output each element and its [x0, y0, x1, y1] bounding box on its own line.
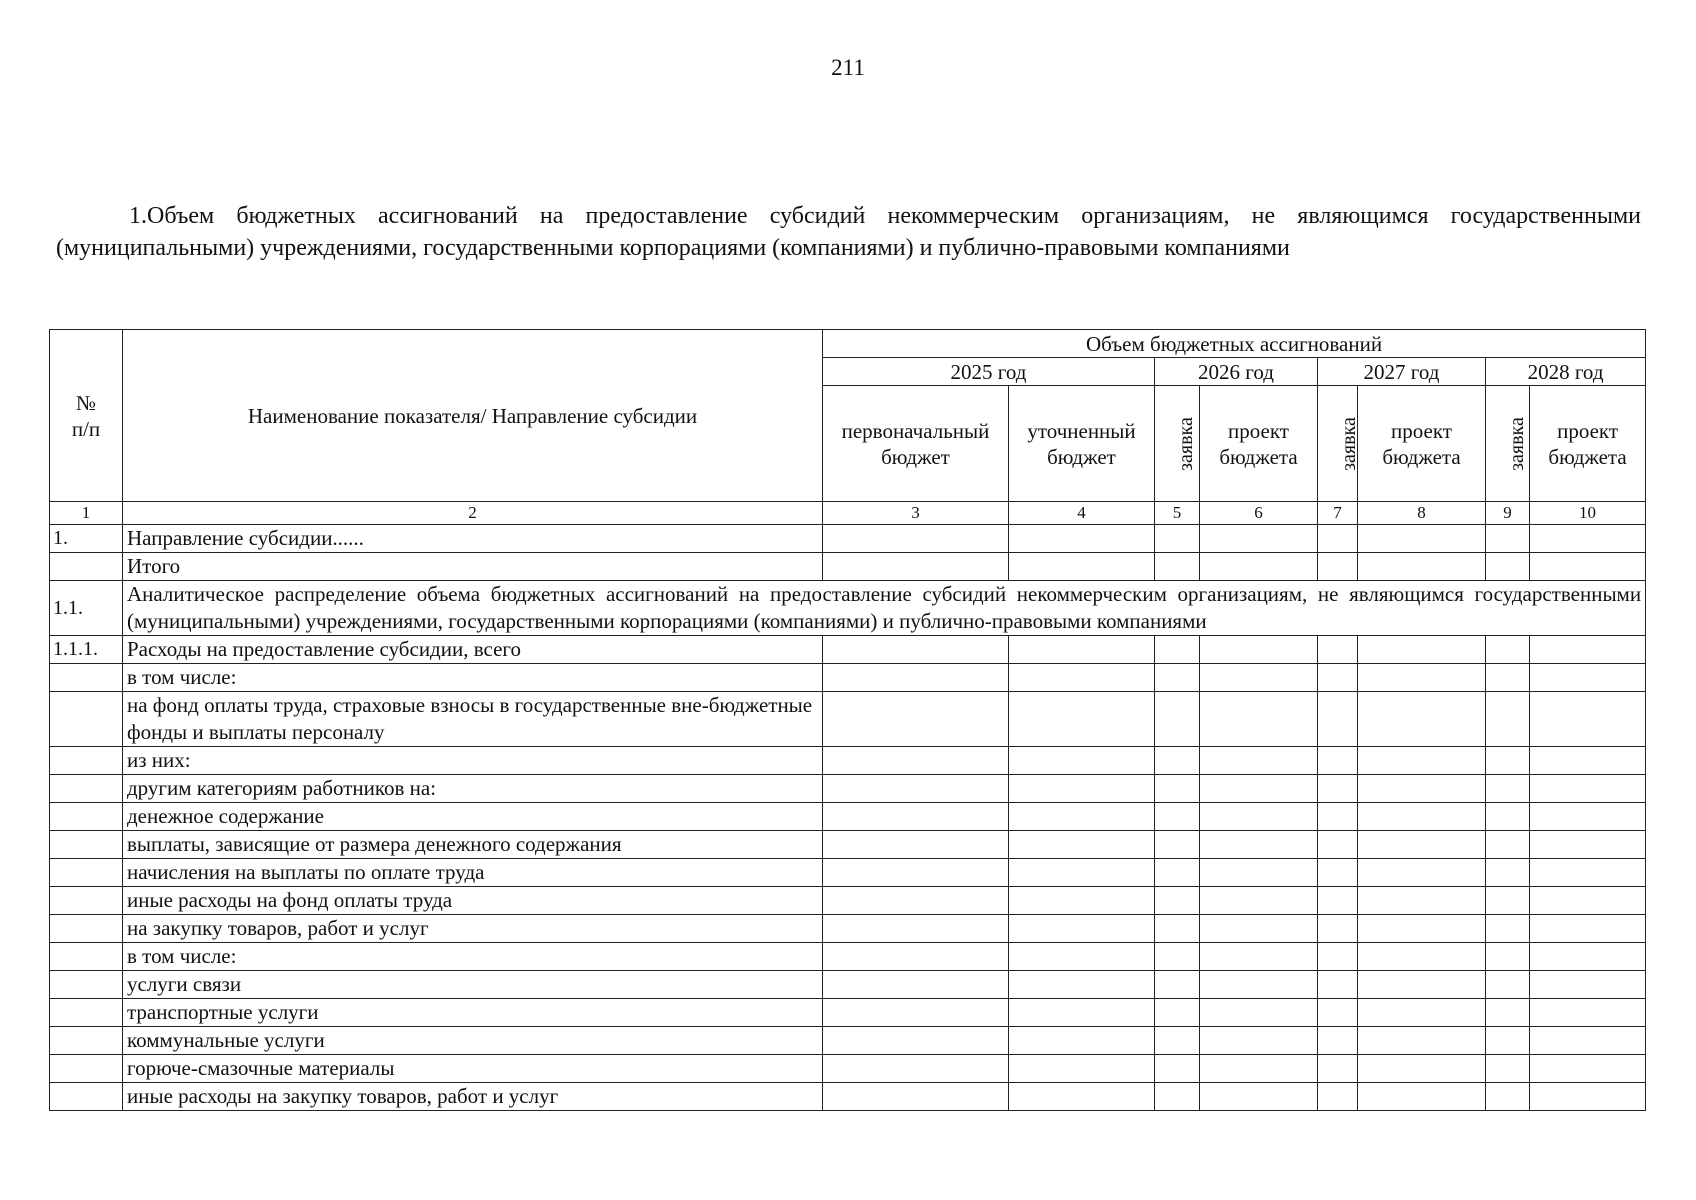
value-cell [1530, 636, 1646, 664]
value-cell [1009, 664, 1155, 692]
value-cell [1200, 999, 1318, 1027]
column-number: 8 [1358, 502, 1486, 525]
header-revised-budget: уточненный бюджет [1009, 386, 1155, 502]
row-number [50, 915, 123, 943]
value-cell [1530, 664, 1646, 692]
value-cell [1358, 1027, 1486, 1055]
value-cell [1318, 831, 1358, 859]
header-request-2027: заявка [1318, 386, 1358, 502]
row-number: 1. [50, 525, 123, 553]
value-cell [823, 971, 1009, 999]
value-cell [1318, 775, 1358, 803]
value-cell [1200, 664, 1318, 692]
value-cell [1530, 971, 1646, 999]
value-cell [1009, 803, 1155, 831]
value-cell [1009, 859, 1155, 887]
value-cell [1486, 915, 1530, 943]
table-row [50, 943, 1646, 971]
header-draft-2026: проект бюджета [1200, 386, 1318, 502]
value-cell [1358, 915, 1486, 943]
row-number [50, 803, 123, 831]
row-label: горюче-смазочные материалы [123, 1055, 823, 1083]
column-numbers-row [50, 502, 1646, 525]
value-cell [1358, 1083, 1486, 1111]
column-number: 10 [1530, 502, 1646, 525]
value-cell [1200, 553, 1318, 581]
table-row [50, 636, 1646, 664]
value-cell [1318, 692, 1358, 747]
row-label: на закупку товаров, работ и услуг [123, 915, 823, 943]
value-cell [1530, 747, 1646, 775]
row-number [50, 664, 123, 692]
value-cell [1486, 1055, 1530, 1083]
value-cell [1200, 1027, 1318, 1055]
value-cell [1486, 1083, 1530, 1111]
value-cell [1009, 1083, 1155, 1111]
header-budget-volume: Объем бюджетных ассигнований [823, 330, 1646, 358]
row-label: иные расходы на фонд оплаты труда [123, 887, 823, 915]
row-number: 1.1.1. [50, 636, 123, 664]
value-cell [1530, 553, 1646, 581]
value-cell [1358, 999, 1486, 1027]
value-cell [823, 915, 1009, 943]
value-cell [1200, 636, 1318, 664]
value-cell [1358, 1055, 1486, 1083]
value-cell [1200, 747, 1318, 775]
value-cell [1530, 1055, 1646, 1083]
page-number: 211 [831, 55, 865, 80]
table-row [50, 999, 1646, 1027]
row-label: иные расходы на закупку товаров, работ и услуг [123, 1083, 823, 1111]
table-row [50, 831, 1646, 859]
value-cell [1486, 692, 1530, 747]
column-number: 5 [1155, 502, 1200, 525]
table-row [50, 1027, 1646, 1055]
row-label: начисления на выплаты по оплате труда [123, 859, 823, 887]
value-cell [823, 1027, 1009, 1055]
value-cell [1155, 1027, 1200, 1055]
value-cell [1009, 636, 1155, 664]
row-number [50, 747, 123, 775]
value-cell [1200, 915, 1318, 943]
row-label: коммунальные услуги [123, 1027, 823, 1055]
section-heading: 1.Объем бюджетных ассигнований на предоставление субсидий некоммерческим организациям, не являющимся государственными (муниципальными) учреждениями, государственными корпорациями (компаниями) и публично-правовыми компаниями [56, 203, 1641, 261]
value-cell [1155, 1083, 1200, 1111]
value-cell [1358, 943, 1486, 971]
value-cell [1358, 664, 1486, 692]
value-cell [1200, 887, 1318, 915]
value-cell [1358, 831, 1486, 859]
value-cell [823, 525, 1009, 553]
header-year-2025: 2025 год [823, 358, 1155, 386]
value-cell [1009, 692, 1155, 747]
value-cell [1155, 775, 1200, 803]
row-label: из них: [123, 747, 823, 775]
table-row [50, 553, 1646, 581]
value-cell [1530, 525, 1646, 553]
header-initial-budget: первоначальный бюджет [823, 386, 1009, 502]
value-cell [1530, 803, 1646, 831]
column-number: 1 [50, 502, 123, 525]
value-cell [1358, 859, 1486, 887]
table-row [50, 1055, 1646, 1083]
value-cell [1200, 859, 1318, 887]
row-label: Аналитическое распределение объема бюджетных ассигнований на предоставление субсидий некоммерческим организациям, не являющимся государственными (муниципальными) учреждениями, государственными корпорациями (компаниями) и публично-правовыми компаниями [123, 581, 1646, 636]
value-cell [823, 692, 1009, 747]
table-row [50, 692, 1646, 747]
row-label: услуги связи [123, 971, 823, 999]
value-cell [1200, 692, 1318, 747]
value-cell [1200, 803, 1318, 831]
value-cell [1155, 1055, 1200, 1083]
row-label: денежное содержание [123, 803, 823, 831]
value-cell [1155, 664, 1200, 692]
value-cell [1009, 747, 1155, 775]
value-cell [1530, 999, 1646, 1027]
value-cell [1009, 525, 1155, 553]
column-number: 3 [823, 502, 1009, 525]
value-cell [823, 943, 1009, 971]
table-row [50, 747, 1646, 775]
value-cell [1486, 887, 1530, 915]
row-number [50, 971, 123, 999]
value-cell [1318, 636, 1358, 664]
header-draft-2028: проект бюджета [1530, 386, 1646, 502]
value-cell [1486, 1027, 1530, 1055]
value-cell [1009, 971, 1155, 999]
value-cell [1318, 859, 1358, 887]
value-cell [1318, 999, 1358, 1027]
value-cell [1486, 747, 1530, 775]
value-cell [1009, 831, 1155, 859]
row-label: транспортные услуги [123, 999, 823, 1027]
header-request-2028: заявка [1486, 386, 1530, 502]
value-cell [1358, 636, 1486, 664]
value-cell [1358, 525, 1486, 553]
value-cell [1318, 664, 1358, 692]
column-number: 9 [1486, 502, 1530, 525]
value-cell [1530, 831, 1646, 859]
value-cell [1486, 831, 1530, 859]
value-cell [1530, 692, 1646, 747]
value-cell [1486, 943, 1530, 971]
value-cell [1486, 664, 1530, 692]
value-cell [1486, 525, 1530, 553]
row-label: Расходы на предоставление субсидии, всего [123, 636, 823, 664]
budget-table [49, 329, 1646, 1111]
value-cell [823, 747, 1009, 775]
value-cell [823, 1083, 1009, 1111]
row-number: 1.1. [50, 581, 123, 636]
row-label: Направление субсидии...... [123, 525, 823, 553]
row-number [50, 831, 123, 859]
value-cell [1009, 775, 1155, 803]
value-cell [1009, 999, 1155, 1027]
value-cell [823, 1055, 1009, 1083]
value-cell [1200, 775, 1318, 803]
table-row [50, 915, 1646, 943]
row-number [50, 1055, 123, 1083]
value-cell [1486, 859, 1530, 887]
header-year-2026: 2026 год [1155, 358, 1318, 386]
value-cell [1318, 915, 1358, 943]
value-cell [1486, 775, 1530, 803]
value-cell [1358, 692, 1486, 747]
column-number: 7 [1318, 502, 1358, 525]
value-cell [1155, 915, 1200, 943]
value-cell [1200, 1083, 1318, 1111]
value-cell [1358, 803, 1486, 831]
value-cell [1530, 775, 1646, 803]
value-cell [823, 831, 1009, 859]
table-row [50, 581, 1646, 636]
column-number: 6 [1200, 502, 1318, 525]
value-cell [1155, 525, 1200, 553]
value-cell [823, 636, 1009, 664]
header-request-2026: заявка [1155, 386, 1200, 502]
value-cell [1200, 943, 1318, 971]
value-cell [1530, 859, 1646, 887]
value-cell [1155, 859, 1200, 887]
value-cell [1200, 971, 1318, 999]
header-name: Наименование показателя/ Направление субсидии [123, 330, 823, 502]
table-row [50, 887, 1646, 915]
value-cell [1155, 553, 1200, 581]
table-row [50, 525, 1646, 553]
value-cell [1486, 803, 1530, 831]
table-row [50, 859, 1646, 887]
value-cell [823, 887, 1009, 915]
table-row [50, 664, 1646, 692]
row-label: в том числе: [123, 943, 823, 971]
value-cell [1318, 887, 1358, 915]
value-cell [1530, 943, 1646, 971]
value-cell [1486, 553, 1530, 581]
value-cell [1200, 1055, 1318, 1083]
value-cell [823, 553, 1009, 581]
table-row [50, 971, 1646, 999]
row-number [50, 859, 123, 887]
value-cell [1155, 943, 1200, 971]
value-cell [1318, 1027, 1358, 1055]
value-cell [1009, 1027, 1155, 1055]
value-cell [1009, 943, 1155, 971]
header-year-2027: 2027 год [1318, 358, 1486, 386]
row-label: выплаты, зависящие от размера денежного содержания [123, 831, 823, 859]
value-cell [1200, 525, 1318, 553]
value-cell [1009, 1055, 1155, 1083]
value-cell [1318, 1055, 1358, 1083]
value-cell [1358, 887, 1486, 915]
value-cell [1530, 1027, 1646, 1055]
value-cell [1155, 747, 1200, 775]
row-number [50, 553, 123, 581]
table-body [50, 525, 1646, 1111]
value-cell [1358, 747, 1486, 775]
value-cell [1358, 553, 1486, 581]
value-cell [1009, 553, 1155, 581]
row-number [50, 692, 123, 747]
value-cell [1155, 887, 1200, 915]
value-cell [823, 859, 1009, 887]
row-label: другим категориям работников на: [123, 775, 823, 803]
value-cell [823, 803, 1009, 831]
row-number [50, 887, 123, 915]
value-cell [1318, 971, 1358, 999]
column-number: 2 [123, 502, 823, 525]
value-cell [1155, 999, 1200, 1027]
value-cell [1486, 971, 1530, 999]
row-label: в том числе: [123, 664, 823, 692]
value-cell [1318, 943, 1358, 971]
value-cell [1155, 692, 1200, 747]
value-cell [1358, 971, 1486, 999]
value-cell [1358, 775, 1486, 803]
row-number [50, 1083, 123, 1111]
value-cell [1155, 831, 1200, 859]
value-cell [1009, 915, 1155, 943]
row-number [50, 775, 123, 803]
value-cell [1155, 636, 1200, 664]
value-cell [1486, 636, 1530, 664]
column-number: 4 [1009, 502, 1155, 525]
row-label: Итого [123, 553, 823, 581]
value-cell [1318, 747, 1358, 775]
value-cell [1009, 887, 1155, 915]
table-row [50, 803, 1646, 831]
row-label: на фонд оплаты труда, страховые взносы в государственные вне-бюджетные фонды и выплаты персоналу [123, 692, 823, 747]
value-cell [1318, 553, 1358, 581]
value-cell [1318, 525, 1358, 553]
value-cell [1530, 1083, 1646, 1111]
row-number [50, 1027, 123, 1055]
value-cell [1200, 831, 1318, 859]
value-cell [1486, 999, 1530, 1027]
header-draft-2027: проект бюджета [1358, 386, 1486, 502]
value-cell [823, 664, 1009, 692]
value-cell [1530, 887, 1646, 915]
table-row [50, 775, 1646, 803]
value-cell [823, 775, 1009, 803]
value-cell [1318, 1083, 1358, 1111]
row-number [50, 943, 123, 971]
value-cell [1155, 803, 1200, 831]
value-cell [1318, 803, 1358, 831]
row-number [50, 999, 123, 1027]
table-row [50, 1083, 1646, 1111]
header-year-2028: 2028 год [1486, 358, 1646, 386]
value-cell [1530, 915, 1646, 943]
header-num: № п/п [50, 330, 123, 502]
value-cell [823, 999, 1009, 1027]
value-cell [1155, 971, 1200, 999]
